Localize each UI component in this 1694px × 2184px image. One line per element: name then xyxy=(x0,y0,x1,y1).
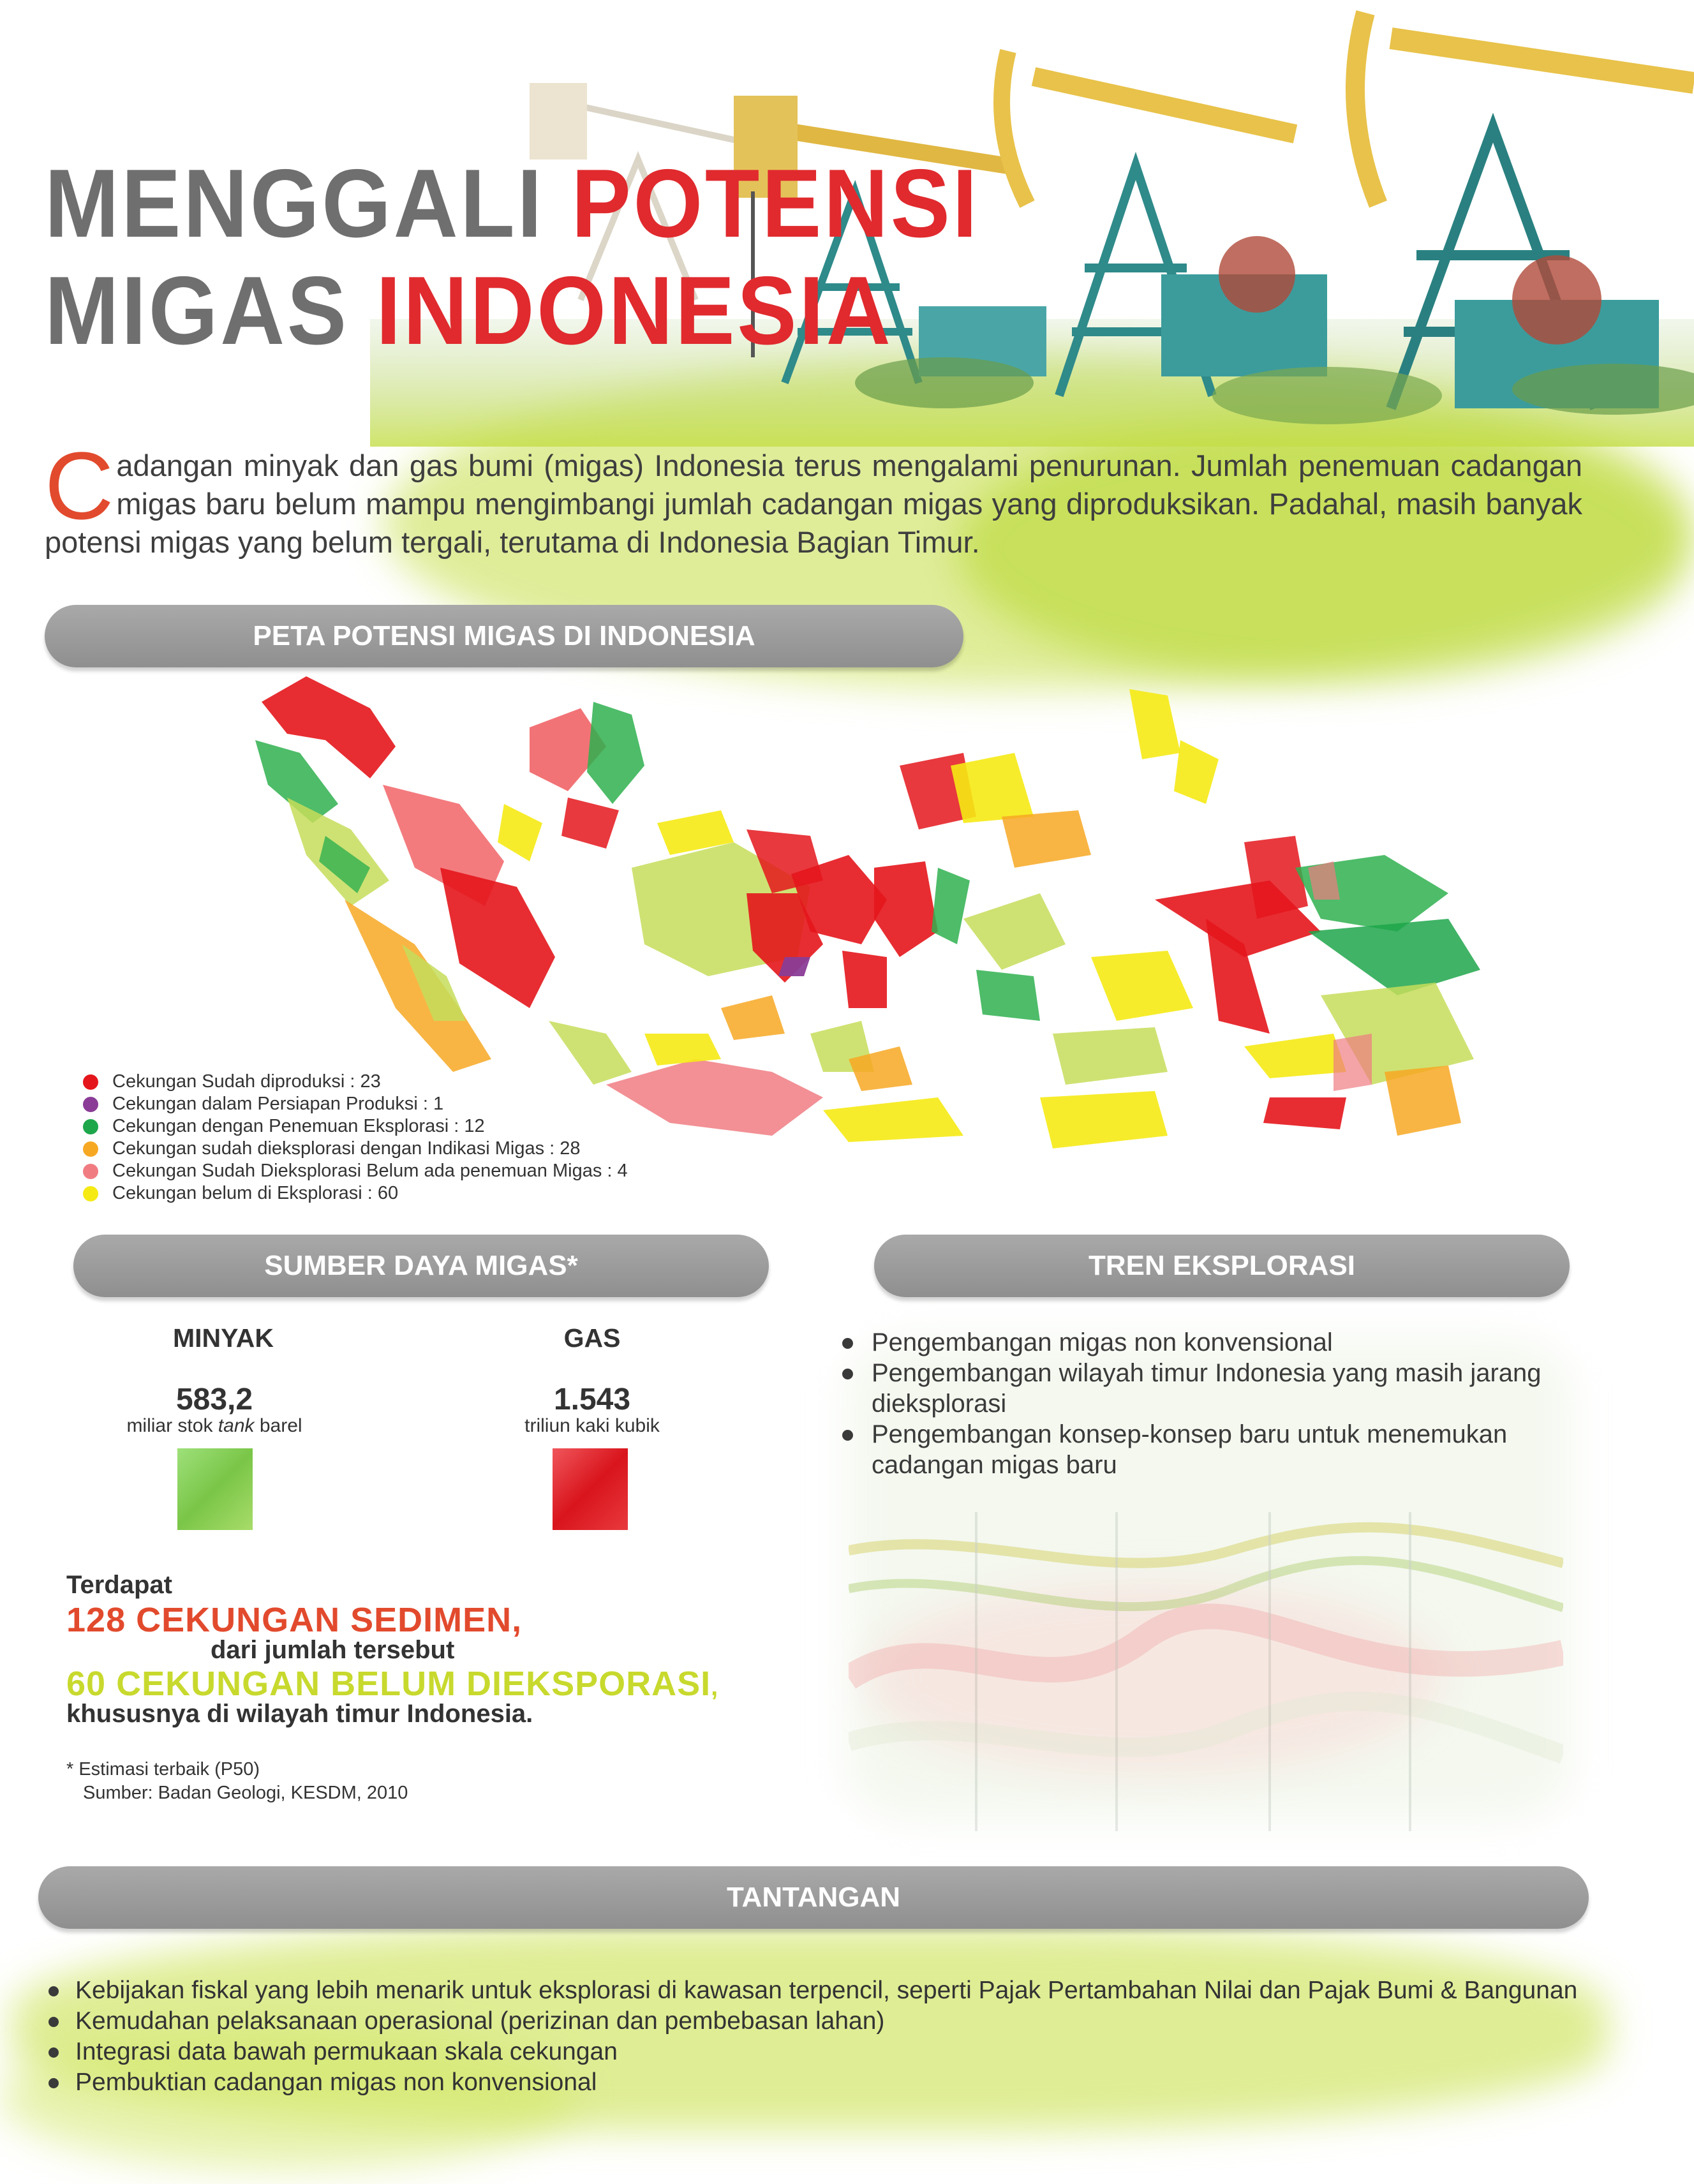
map-section-header-text: PETA POTENSI MIGAS DI INDONESIA xyxy=(253,620,755,651)
oil-unit-pre: miliar stok xyxy=(126,1415,218,1436)
gas-value: 1.543 xyxy=(553,1383,631,1416)
legend-label: Cekungan Sudah Dieksplorasi Belum ada penemuan Migas : 4 xyxy=(112,1161,628,1181)
seismic-background-graphic xyxy=(849,1512,1563,1831)
legend-dot-icon xyxy=(83,1074,98,1090)
gas-swatch xyxy=(553,1448,628,1530)
gas-label: GAS xyxy=(563,1323,621,1353)
stat-line4 xyxy=(66,1664,718,1704)
oil-value: 583,2 xyxy=(175,1383,253,1416)
trend-item: Pengembangan konsep-konsep baru untuk menemukan cadangan migas baru xyxy=(842,1419,1576,1480)
title-line2-part2: INDONESIA xyxy=(376,256,893,365)
resources-section-header xyxy=(73,1235,769,1297)
footnote xyxy=(66,1758,408,1805)
legend-item-unexplored xyxy=(83,1182,628,1205)
page-title xyxy=(45,150,979,364)
legend-label: Cekungan sudah dieksplorasi dengan Indikasi Migas : 28 xyxy=(112,1138,581,1159)
legend-dot-icon xyxy=(83,1186,98,1201)
footnote-line1: * Estimasi terbaik (P50) xyxy=(66,1759,260,1779)
trend-section-header xyxy=(874,1235,1570,1297)
title-line1-part2: POTENSI xyxy=(571,149,980,258)
challenges-list xyxy=(48,1975,1644,2098)
legend-item-indication xyxy=(83,1138,628,1160)
challenges-section-header xyxy=(38,1866,1589,1929)
oil-label: MINYAK xyxy=(173,1323,274,1353)
oil-unit-em: tank xyxy=(218,1415,255,1436)
legend-label: Cekungan belum di Eksplorasi : 60 xyxy=(112,1183,399,1203)
stat-line5: khususnya di wilayah timur Indonesia. xyxy=(66,1700,533,1728)
trend-item: Pengembangan migas non konvensional xyxy=(842,1327,1576,1358)
map-sulawesi xyxy=(778,753,1091,1021)
legend-item-produced xyxy=(83,1071,628,1093)
stat-line4-text: 60 CEKUNGAN BELUM DIEKSPORASI xyxy=(66,1665,711,1703)
legend-label: Cekungan dalam Persiapan Produksi : 1 xyxy=(112,1094,444,1114)
challenge-item: Kemudahan pelaksanaan operasional (perizinan dan pembebasan lahan) xyxy=(48,2006,1644,2037)
map-papua xyxy=(1040,689,1480,1148)
oil-unit xyxy=(87,1415,342,1437)
challenges-section-header-text: TANTANGAN xyxy=(726,1882,901,1913)
legend-dot-icon xyxy=(83,1141,98,1157)
title-line1-part1: MENGGALI xyxy=(45,149,572,258)
stat-line4-comma: , xyxy=(711,1673,719,1701)
trend-list xyxy=(842,1327,1576,1480)
legend-item-no-discovery xyxy=(83,1160,628,1182)
resources-section-header-text: SUMBER DAYA MIGAS* xyxy=(264,1250,578,1281)
legend-label: Cekungan dengan Penemuan Eksplorasi : 12 xyxy=(112,1116,485,1136)
oil-swatch xyxy=(177,1448,253,1530)
intro-paragraph xyxy=(45,432,1582,561)
gas-unit: triliun kaki kubik xyxy=(524,1415,660,1436)
challenge-item: Kebijakan fiskal yang lebih menarik untuk eksplorasi di kawasan terpencil, seperti Pajak Pertambahan Nilai dan Pajak Bumi & Bangunan xyxy=(48,1975,1644,2006)
title-line2-part1: MIGAS xyxy=(45,256,376,365)
intro-dropcap: C xyxy=(45,432,114,539)
stat-line3: dari jumlah tersebut xyxy=(211,1636,455,1664)
map-kalimantan xyxy=(498,702,823,983)
challenge-item: Integrasi data bawah permukaan skala cekungan xyxy=(48,2037,1644,2067)
map-legend xyxy=(83,1071,628,1205)
legend-dot-icon xyxy=(83,1164,98,1179)
legend-dot-icon xyxy=(83,1119,98,1134)
trend-item: Pengembangan wilayah timur Indonesia yang masih jarang dieksplorasi xyxy=(842,1358,1576,1419)
map-section-header xyxy=(45,605,963,667)
trend-section-header-text: TREN EKSPLORASI xyxy=(1088,1250,1356,1281)
legend-dot-icon xyxy=(83,1097,98,1112)
legend-label: Cekungan Sudah diproduksi : 23 xyxy=(112,1071,381,1092)
legend-item-discovery xyxy=(83,1115,628,1138)
oil-unit-post: barel xyxy=(254,1415,302,1436)
stat-line2: 128 CEKUNGAN SEDIMEN, xyxy=(66,1601,523,1639)
footnote-line2: Sumber: Badan Geologi, KESDM, 2010 xyxy=(83,1783,408,1803)
legend-item-preparing xyxy=(83,1093,628,1115)
challenge-item: Pembuktian cadangan migas non konvensional xyxy=(48,2067,1644,2098)
map-java xyxy=(606,995,963,1142)
intro-text: adangan minyak dan gas bumi (migas) Indonesia terus mengalami penurunan. Jumlah penemuan cadangan migas baru belum mampu mengimbangi jumlah cadangan migas yang diproduksikan. Padahal, masih banyak potensi migas yang belum tergali, terutama di Indonesia Bagian Timur. xyxy=(45,449,1582,559)
stat-line1: Terdapat xyxy=(66,1571,172,1599)
